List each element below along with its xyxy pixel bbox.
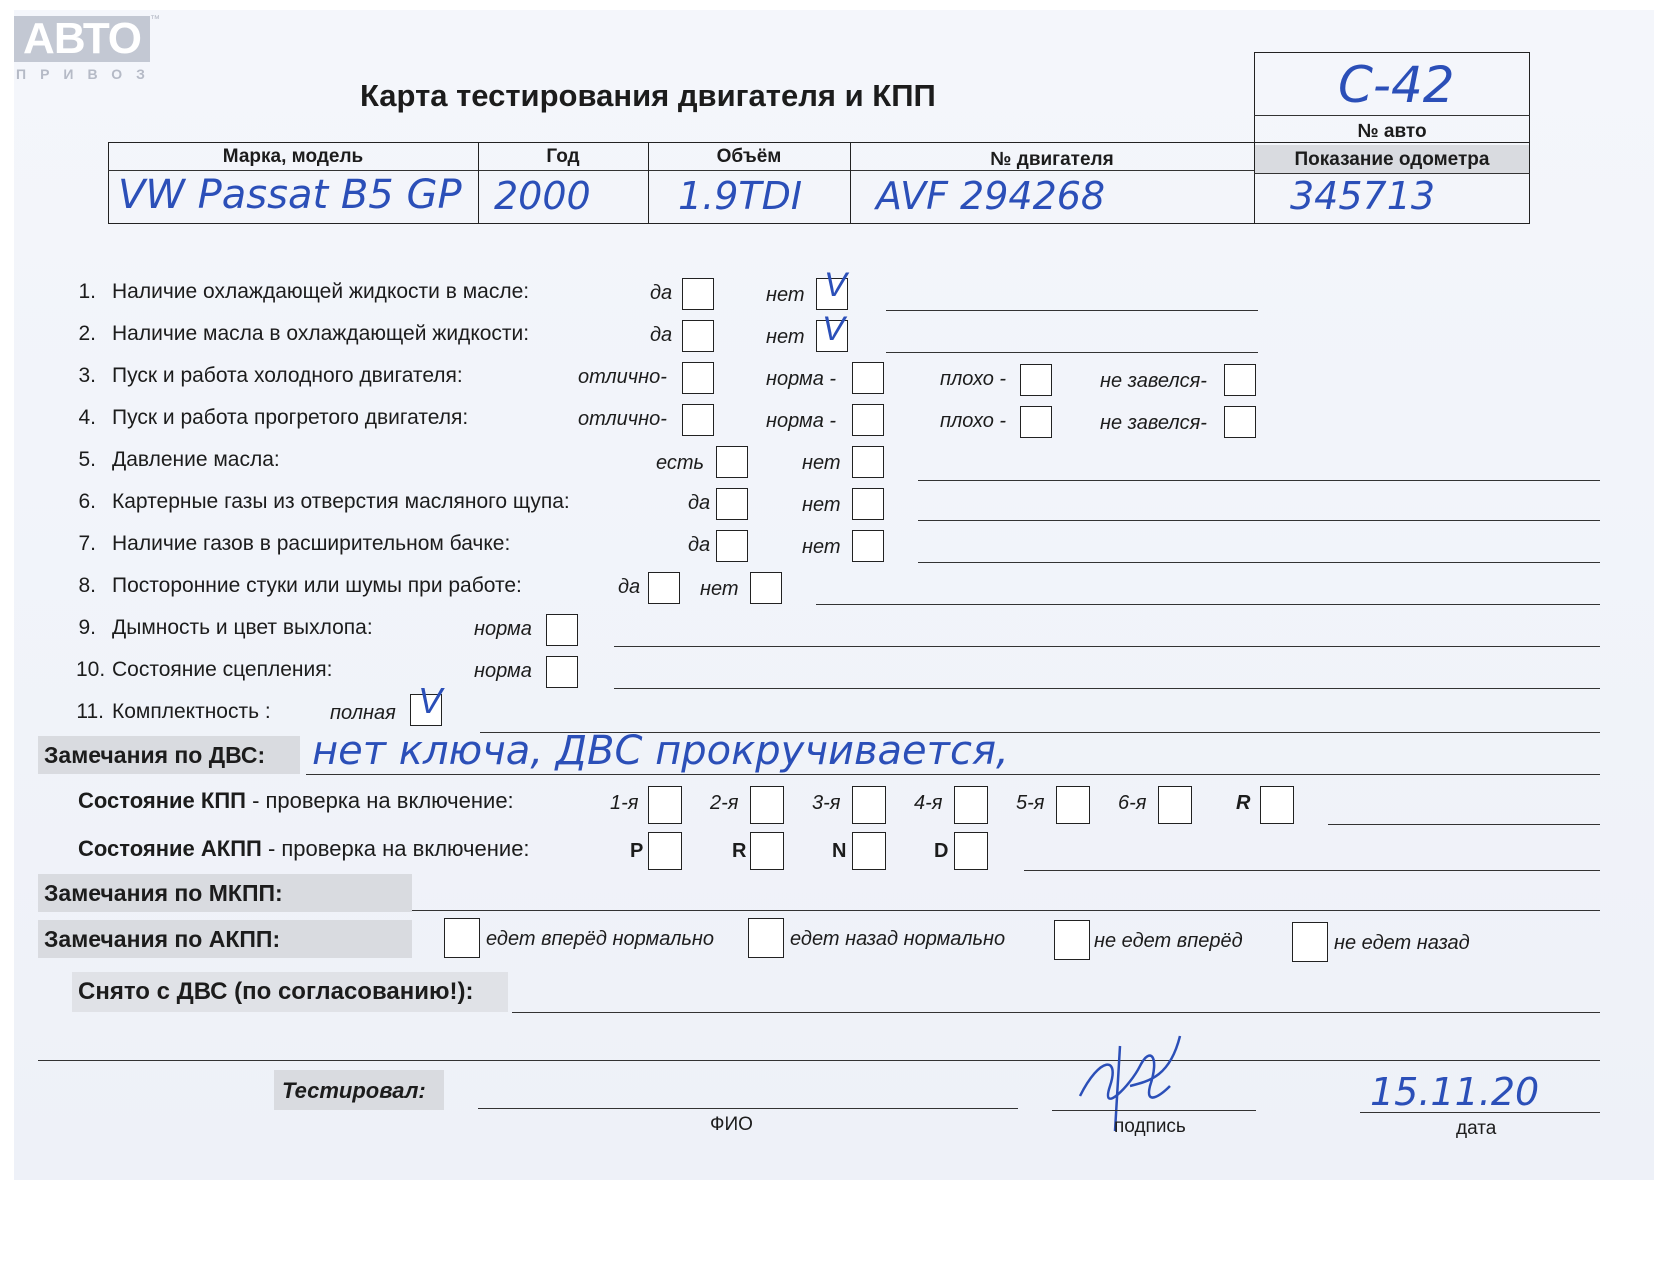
q5-note-line[interactable]: [918, 480, 1600, 481]
akpp-mode-d-checkbox[interactable]: [954, 832, 988, 870]
q8-num: 8.: [78, 574, 96, 597]
dvs-remarks-line: [306, 774, 1600, 775]
kpp-gear-2-label: 2-я: [710, 792, 739, 814]
fio-label: ФИО: [710, 1114, 753, 1135]
q2-note-line[interactable]: [886, 352, 1258, 353]
signature-label: подпись: [1114, 1116, 1186, 1137]
akpp-remark-back-ok-checkbox[interactable]: [748, 918, 784, 958]
q2-text: Наличие масла в охлаждающей жидкости:: [112, 322, 530, 345]
q4-num: 4.: [78, 406, 96, 429]
q2-check-mark: V: [822, 310, 845, 348]
q3-opt-bad-checkbox[interactable]: [1020, 364, 1052, 396]
q3-opt-normal-checkbox[interactable]: [852, 362, 884, 394]
logo-sub: ПРИВОЗ: [16, 66, 159, 82]
mkpp-remarks-line[interactable]: [412, 910, 1600, 911]
akpp-remark-no-back-checkbox[interactable]: [1292, 922, 1328, 962]
q4-opt-excellent-checkbox[interactable]: [682, 404, 714, 436]
q10-text: Состояние сцепления:: [112, 658, 333, 681]
auto-no-divider: [1254, 115, 1530, 116]
q1-opt-yes-checkbox[interactable]: [682, 278, 714, 310]
q1-note-line[interactable]: [886, 310, 1258, 311]
engine-value: AVF 294268: [876, 174, 1106, 218]
q6-num: 6.: [78, 490, 96, 513]
akpp-label-rest: - проверка на включение:: [261, 836, 530, 861]
akpp-mode-n-label: N: [832, 840, 847, 862]
q11-check-mark: V: [418, 680, 443, 721]
q5-text: Давление масла:: [112, 448, 280, 471]
dvs-remarks-value[interactable]: нет ключа, ДВС прокручивается,: [312, 728, 1009, 774]
q10-opt-normal-label: норма: [474, 660, 532, 682]
q5-opt-no-label: нет: [802, 452, 841, 474]
q10-opt-normal-checkbox[interactable]: [546, 656, 578, 688]
q6-opt-no-checkbox[interactable]: [852, 488, 884, 520]
removed-line-2[interactable]: [38, 1060, 1600, 1061]
q6-text: Картерные газы из отверстия масляного щупа:: [112, 490, 570, 513]
col-year-label: Год: [546, 146, 580, 167]
q2-opt-yes-checkbox[interactable]: [682, 320, 714, 352]
kpp-gear-6-label: 6-я: [1118, 792, 1147, 814]
q4-text: Пуск и работа прогретого двигателя:: [112, 406, 469, 429]
removed-line-1[interactable]: [512, 1012, 1600, 1013]
q9-opt-normal-label: норма: [474, 618, 532, 640]
fio-line[interactable]: [478, 1108, 1018, 1109]
date-line[interactable]: [1360, 1112, 1600, 1113]
col-volume-label: Объём: [716, 146, 782, 167]
akpp-label-bold: Состояние АКПП: [78, 836, 262, 861]
tested-label: Тестировал:: [282, 1078, 426, 1103]
q7-opt-no-checkbox[interactable]: [852, 530, 884, 562]
kpp-gear-5-label: 5-я: [1016, 792, 1045, 814]
q9-note-line[interactable]: [614, 646, 1600, 647]
q2-opt-yes-label: да: [650, 324, 673, 346]
removed-label: Снято с ДВС (по согласованию!):: [78, 978, 474, 1005]
mkpp-remarks-label: Замечания по МКПП:: [38, 874, 412, 912]
akpp-remark-no-forward-label: не едет вперёд: [1094, 930, 1243, 952]
col-engine-label: № двигателя: [990, 149, 1114, 170]
q9-num: 9.: [78, 616, 96, 639]
logo-tm: ™: [150, 14, 160, 25]
q7-num: 7.: [78, 532, 96, 555]
kpp-gear-5-checkbox[interactable]: [1056, 786, 1090, 824]
kpp-gear-3-label: 3-я: [812, 792, 841, 814]
q3-num: 3.: [78, 364, 96, 387]
date-value: 15.11.20: [1370, 1070, 1540, 1114]
page-title: Карта тестирования двигателя и КПП: [360, 78, 936, 113]
kpp-note-line[interactable]: [1328, 824, 1600, 825]
q6-note-line[interactable]: [918, 520, 1600, 521]
q10-num: 10.: [76, 658, 106, 681]
kpp-label-rest: - проверка на включение:: [245, 788, 514, 813]
kpp-gear-6-checkbox[interactable]: [1158, 786, 1192, 824]
q2-opt-no-label: нет: [766, 326, 805, 348]
kpp-gear-4-label: 4-я: [914, 792, 943, 814]
q4-opt-excellent-label: отлично-: [578, 408, 667, 430]
akpp-remark-no-back-label: не едет назад: [1334, 932, 1470, 954]
q7-opt-yes-checkbox[interactable]: [716, 530, 748, 562]
q1-check-mark: V: [824, 266, 847, 304]
q1-opt-yes-label: да: [650, 282, 673, 304]
q8-opt-yes-checkbox[interactable]: [648, 572, 680, 604]
q9-text: Дымность и цвет выхлопа:: [112, 616, 373, 639]
dvs-remarks-label: Замечания по ДВС:: [38, 736, 300, 774]
q1-opt-no-label: нет: [766, 284, 805, 306]
kpp-gear-r-checkbox[interactable]: [1260, 786, 1294, 824]
year-value: 2000: [494, 174, 591, 218]
q3-opt-nostart-label: не завелся-: [1100, 370, 1207, 392]
auto-no-value: C-42: [1338, 56, 1455, 114]
kpp-gear-2-checkbox[interactable]: [750, 786, 784, 824]
akpp-remarks-label: Замечания по АКПП:: [38, 920, 412, 958]
akpp-remark-forward-ok-checkbox[interactable]: [444, 918, 480, 958]
akpp-mode-d-label: D: [934, 840, 949, 862]
q8-text: Посторонние стуки или шумы при работе:: [112, 574, 522, 597]
q6-opt-yes-label: да: [688, 492, 711, 514]
kpp-gear-1-checkbox[interactable]: [648, 786, 682, 824]
date-label: дата: [1456, 1118, 1497, 1139]
akpp-label: [78, 836, 530, 862]
q2-num: 2.: [78, 322, 96, 345]
kpp-gear-r-label: R: [1236, 792, 1251, 814]
q7-opt-yes-label: да: [688, 534, 711, 556]
q3-opt-bad-label: плохо -: [940, 368, 1007, 390]
kpp-label: [78, 788, 514, 814]
q7-opt-no-label: нет: [802, 536, 841, 558]
auto-no-label: № авто: [1357, 121, 1427, 142]
q9-opt-normal-checkbox[interactable]: [546, 614, 578, 646]
col-model-label: Марка, модель: [222, 146, 364, 167]
q8-opt-yes-label: да: [618, 576, 641, 598]
q4-opt-bad-checkbox[interactable]: [1020, 406, 1052, 438]
q6-opt-yes-checkbox[interactable]: [716, 488, 748, 520]
akpp-mode-p-label: P: [630, 840, 644, 862]
akpp-remark-no-forward-checkbox[interactable]: [1054, 920, 1090, 960]
signature-line[interactable]: [1052, 1110, 1256, 1111]
akpp-mode-r-label: R: [732, 840, 747, 862]
q3-opt-nostart-checkbox[interactable]: [1224, 364, 1256, 396]
q5-opt-yes-label: есть: [656, 452, 705, 474]
q11-num: 11.: [76, 700, 104, 723]
q1-num: 1.: [78, 280, 96, 303]
q8-note-line[interactable]: [816, 604, 1600, 605]
q4-opt-nostart-label: не завелся-: [1100, 412, 1207, 434]
q6-opt-no-label: нет: [802, 494, 841, 516]
q11-text: Комплектность :: [112, 700, 271, 723]
logo: АВТО: [14, 16, 150, 62]
q4-opt-normal-label: норма -: [766, 410, 837, 432]
volume-value: 1.9TDI: [678, 174, 803, 218]
akpp-mode-p-checkbox[interactable]: [648, 832, 682, 870]
q3-opt-excellent-checkbox[interactable]: [682, 362, 714, 394]
q8-opt-no-label: нет: [700, 578, 739, 600]
akpp-mode-n-checkbox[interactable]: [852, 832, 886, 870]
akpp-remark-back-ok-label: едет назад нормально: [790, 928, 1006, 950]
kpp-gear-1-label: 1-я: [610, 792, 639, 814]
q5-num: 5.: [78, 448, 96, 471]
q3-text: Пуск и работа холодного двигателя:: [112, 364, 463, 387]
akpp-remark-forward-ok-label: едет вперёд нормально: [486, 928, 715, 950]
q3-opt-normal-label: норма -: [766, 368, 837, 390]
odometer-value: 345713: [1290, 174, 1436, 218]
kpp-gear-3-checkbox[interactable]: [852, 786, 886, 824]
q4-opt-normal-checkbox[interactable]: [852, 404, 884, 436]
kpp-label-bold: Состояние КПП: [78, 788, 246, 813]
kpp-gear-4-checkbox[interactable]: [954, 786, 988, 824]
akpp-mode-r-checkbox[interactable]: [750, 832, 784, 870]
odometer-label: Показание одометра: [1294, 149, 1490, 170]
model-value: VW Passat B5 GP: [118, 172, 462, 218]
q4-opt-bad-label: плохо -: [940, 410, 1007, 432]
q5-opt-no-checkbox[interactable]: [852, 446, 884, 478]
akpp-note-line[interactable]: [1024, 870, 1600, 871]
q7-note-line[interactable]: [918, 562, 1600, 563]
q8-opt-no-checkbox[interactable]: [750, 572, 782, 604]
q5-opt-yes-checkbox[interactable]: [716, 446, 748, 478]
q10-note-line[interactable]: [614, 688, 1600, 689]
q11-opt-full-label: полная: [330, 702, 396, 724]
q1-text: Наличие охлаждающей жидкости в масле:: [112, 280, 530, 303]
q4-opt-nostart-checkbox[interactable]: [1224, 406, 1256, 438]
q3-opt-excellent-label: отлично-: [578, 366, 667, 388]
q7-text: Наличие газов в расширительном бачке:: [112, 532, 511, 555]
